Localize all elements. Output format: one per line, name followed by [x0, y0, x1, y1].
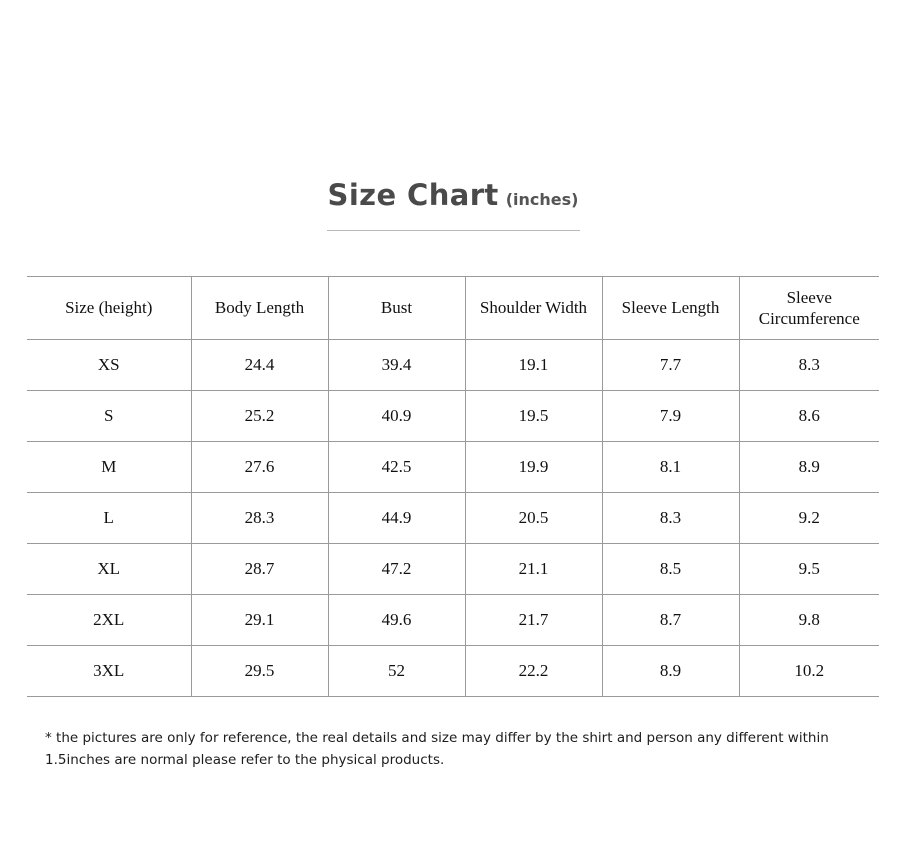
table-row — [27, 595, 879, 646]
cell-bust: 47.2 — [328, 544, 465, 595]
column-header-shoulder-width: Shoulder Width — [465, 277, 602, 340]
column-header-sleeve-circumference: Sleeve Circumference — [739, 277, 879, 340]
column-header-bust: Bust — [328, 277, 465, 340]
cell-sleeve-circumference: 10.2 — [739, 646, 879, 697]
title-line — [328, 178, 579, 212]
cell-shoulder-width: 21.1 — [465, 544, 602, 595]
cell-sleeve-length: 8.7 — [602, 595, 739, 646]
table-row — [27, 646, 879, 697]
size-table — [27, 276, 879, 697]
cell-sleeve-circumference: 9.5 — [739, 544, 879, 595]
cell-sleeve-length: 8.3 — [602, 493, 739, 544]
cell-body-length: 29.1 — [191, 595, 328, 646]
cell-sleeve-length: 7.7 — [602, 340, 739, 391]
table-header-row — [27, 277, 879, 340]
cell-shoulder-width: 19.9 — [465, 442, 602, 493]
cell-body-length: 29.5 — [191, 646, 328, 697]
cell-size: XL — [27, 544, 191, 595]
cell-size: M — [27, 442, 191, 493]
size-table-container — [0, 276, 906, 697]
cell-bust: 44.9 — [328, 493, 465, 544]
table-header — [27, 277, 879, 340]
cell-bust: 52 — [328, 646, 465, 697]
cell-shoulder-width: 20.5 — [465, 493, 602, 544]
cell-bust: 39.4 — [328, 340, 465, 391]
cell-sleeve-circumference: 9.8 — [739, 595, 879, 646]
cell-size: S — [27, 391, 191, 442]
cell-sleeve-circumference: 8.3 — [739, 340, 879, 391]
cell-sleeve-length: 8.1 — [602, 442, 739, 493]
title-unit: (inches) — [505, 190, 579, 209]
title-divider — [327, 230, 580, 231]
cell-bust: 49.6 — [328, 595, 465, 646]
table-row — [27, 442, 879, 493]
cell-shoulder-width: 19.1 — [465, 340, 602, 391]
cell-size: 3XL — [27, 646, 191, 697]
page-title: Size Chart — [327, 178, 499, 212]
cell-sleeve-circumference: 9.2 — [739, 493, 879, 544]
cell-sleeve-circumference: 8.9 — [739, 442, 879, 493]
cell-body-length: 28.3 — [191, 493, 328, 544]
cell-size: 2XL — [27, 595, 191, 646]
column-header-sleeve-length: Sleeve Length — [602, 277, 739, 340]
column-header-size: Size (height) — [27, 277, 191, 340]
cell-size: L — [27, 493, 191, 544]
table-row — [27, 340, 879, 391]
cell-sleeve-length: 8.9 — [602, 646, 739, 697]
footnote-text: * the pictures are only for reference, the real details and size may differ by the shirt and person any different within 1.5inches are normal please refer to the physical products. — [45, 730, 829, 769]
cell-bust: 42.5 — [328, 442, 465, 493]
column-header-body-length: Body Length — [191, 277, 328, 340]
cell-sleeve-length: 7.9 — [602, 391, 739, 442]
cell-sleeve-length: 8.5 — [602, 544, 739, 595]
table-row — [27, 493, 879, 544]
table-row — [27, 544, 879, 595]
cell-shoulder-width: 21.7 — [465, 595, 602, 646]
cell-body-length: 27.6 — [191, 442, 328, 493]
cell-shoulder-width: 19.5 — [465, 391, 602, 442]
cell-body-length: 28.7 — [191, 544, 328, 595]
cell-size: XS — [27, 340, 191, 391]
cell-sleeve-circumference: 8.6 — [739, 391, 879, 442]
cell-body-length: 24.4 — [191, 340, 328, 391]
cell-body-length: 25.2 — [191, 391, 328, 442]
table-body — [27, 340, 879, 697]
cell-bust: 40.9 — [328, 391, 465, 442]
cell-shoulder-width: 22.2 — [465, 646, 602, 697]
title-block — [0, 0, 906, 231]
table-row — [27, 391, 879, 442]
